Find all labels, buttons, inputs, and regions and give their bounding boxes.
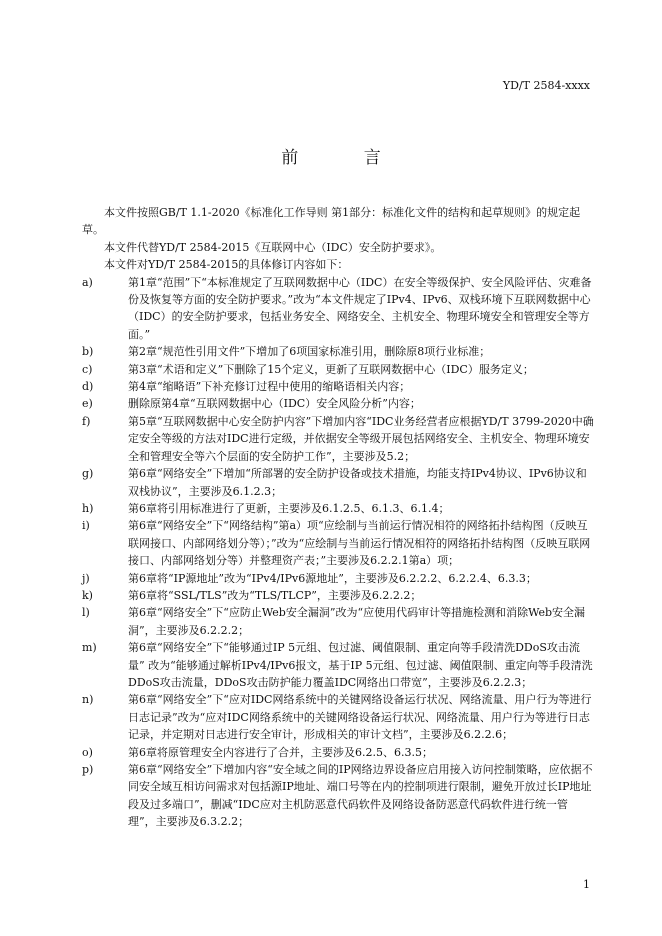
list-item-label: e) xyxy=(82,397,93,411)
list-item xyxy=(82,744,594,761)
list-item-text: 第1章“范围”下“本标准规定了互联网数据中心（IDC）在安全等级保护、安全风险评估、灾难备份及恢复等方面的安全防护要求。”改为“本文件规定了IPv4、IPv6、双栈环境下互联网数据中心（IDC）的安全防护要求，包括业务安全、网络安全、主机安全、物理环境安全和管理安全等方面。” xyxy=(128,275,592,341)
list-item xyxy=(82,761,594,831)
list-item-label: h) xyxy=(82,501,94,515)
list-item-text: 第6章将引用标准进行了更新，主要涉及6.1.2.5、6.1.3、6.1.4； xyxy=(128,501,450,515)
list-item xyxy=(82,413,594,465)
list-item-text: 第6章将“SSL/TLS”改为“TLS/TLCP”，主要涉及6.2.2.2； xyxy=(128,588,422,602)
list-item xyxy=(82,604,594,639)
list-item-label: k) xyxy=(82,588,93,602)
list-item-text: 第5章“互联网数据中心安全防护内容”下增加内容“IDC业务经营者应根据YD/T 3799-2020中确定安全等级的方法对IDC进行定级，并依据安全等级开展包括网络安全、主机安全、物理环境安全和管理安全等六个层面的安全防护工作”，主要涉及5.2； xyxy=(128,414,594,463)
page-title: 前 言 xyxy=(281,148,411,168)
list-item xyxy=(82,587,594,604)
list-item-text: 第6章“网络安全”下“网络结构”第a）项“应绘制与当前运行情况相符的网络拓扑结构图（反映互联网接口、内部网络划分等）；”改为“应绘制与当前运行情况相符的网络拓扑结构图（反映互联网接口、内部网络划分等）并整理资产表；”主要涉及6.2.2.1第a）项； xyxy=(128,519,591,568)
list-item-label: b) xyxy=(82,345,94,359)
list-item xyxy=(82,378,594,395)
list-item xyxy=(82,465,594,500)
list-item-label: l) xyxy=(82,606,90,620)
list-item xyxy=(82,361,594,378)
list-item-label: c) xyxy=(82,362,93,376)
paragraph: 本文件代替YD/T 2584-2015《互联网中心（IDC）安全防护要求》。 xyxy=(104,240,442,254)
list-item-text: 第6章将原管理安全内容进行了合并，主要涉及6.2.5、6.3.5； xyxy=(128,745,433,759)
list-item-text: 第6章将“IP源地址”改为“IPv4/IPv6源地址”，主要涉及6.2.2.2、6.2.2.4、6.3.3； xyxy=(128,571,537,585)
list-item-label: j) xyxy=(82,571,90,585)
list-item xyxy=(82,691,594,743)
list-item-text: 第6章“网络安全”下增加“所部署的安全防护设备或技术措施，均能支持IPv4协议、IPv6协议和双栈协议”，主要涉及6.1.2.3； xyxy=(128,467,587,498)
list-item-label: d) xyxy=(82,380,94,394)
list-item xyxy=(82,500,594,517)
list-item-text: 第6章“网络安全”下增加内容“安全域之间的IP网络边界设备应启用接入访问控制策略，应依据不同安全域互相访问需求对包括源IP地址、端口号等在内的控制项进行限制，避免开放过长IP地址段及过多端口”，删减“IDC应对主机防恶意代码软件及网络设备防恶意代码软件进行统一管理”，主要涉及6.3.2.2； xyxy=(128,763,593,829)
paragraph: 本文件按照GB/T 1.1-2020《标准化工作导则 第1部分：标准化文件的结构和起草规则》的规定起草。 xyxy=(82,206,581,237)
list-item-label: m) xyxy=(82,641,97,655)
list-item-text: 第4章“缩略语”下补充修订过程中使用的缩略语相关内容； xyxy=(128,380,411,394)
list-item-label: p) xyxy=(82,763,94,776)
list-item-label: a) xyxy=(82,275,93,289)
list-item-text: 第6章“网络安全”下“应防止Web安全漏洞”改为“应使用代码审计等措施检测和消除Web安全漏洞”，主要涉及6.2.2.2； xyxy=(128,606,586,637)
list-item xyxy=(82,517,594,569)
list-item xyxy=(82,274,594,344)
list-item-label: i) xyxy=(82,519,90,533)
list-item-text: 第6章“网络安全”下“能够通过IP 5元组、包过滤、阈值限制、重定向等手段清洗DDoS攻击流量” 改为“能够通过解析IPv4/IPv6报文，基于IP 5元组、包过滤、阈值限制、重定向等手段清洗DDoS攻击流量，DDoS攻击防护能力覆盖IDC网络出口带宽”，主要涉及6.2.2.3； xyxy=(128,641,593,689)
revision-list xyxy=(82,274,594,831)
list-item-label: o) xyxy=(82,745,93,759)
list-item-label: f) xyxy=(82,414,91,428)
list-item xyxy=(82,639,594,691)
list-item xyxy=(82,570,594,587)
document-code: YD/T 2584-xxxx xyxy=(502,79,590,92)
list-item-text: 删除原第4章“互联网数据中心（IDC）安全风险分析”内容； xyxy=(128,397,421,411)
list-item-text: 第3章“术语和定义”下删除了15个定义，更新了互联网数据中心（IDC）服务定义； xyxy=(128,362,534,376)
list-item xyxy=(82,395,594,412)
paragraph: 本文件对YD/T 2584-2015的具体修订内容如下： xyxy=(104,258,349,272)
page-number: 1 xyxy=(583,878,590,891)
list-item-text: 第6章“网络安全”下“应对IDC网络系统中的关键网络设备运行状况、网络流量、用户行为等进行日志记录”改为“应对IDC网络系统中的关键网络设备运行状况、网络流量、用户行为等进行日志记录，并定期对日志进行安全审计，形成相关的审计文档”，主要涉及6.2.2.6； xyxy=(128,693,592,742)
list-item-text: 第2章“规范性引用文件”下增加了6项国家标准引用，删除原8项行业标准； xyxy=(128,345,491,359)
list-item-label: g) xyxy=(82,467,94,481)
document-body xyxy=(82,204,594,831)
list-item-label: n) xyxy=(82,693,94,707)
list-item xyxy=(82,343,594,360)
